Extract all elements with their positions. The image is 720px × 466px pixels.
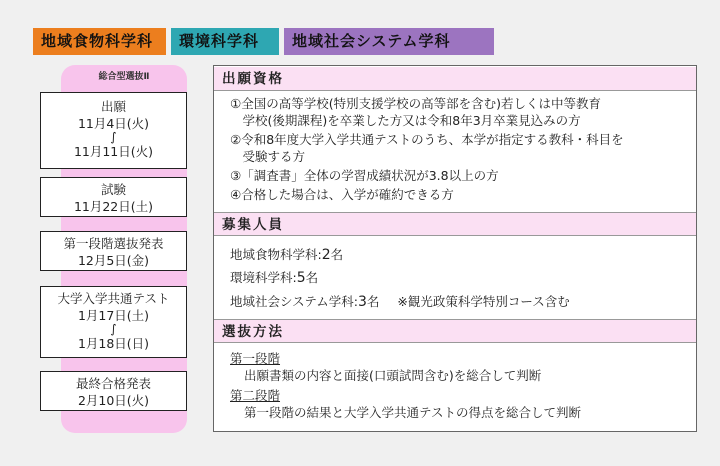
recruitment-unit: 名 bbox=[366, 294, 380, 309]
schedule-date: 1月18日(日) bbox=[77, 336, 150, 351]
schedule-date: 2月10日(火) bbox=[77, 393, 150, 408]
dept-tab-regional-social-systems: 地域社会システム学科 bbox=[284, 28, 494, 55]
recruitment-note: ※観光政策科学特別コース含む bbox=[397, 294, 570, 309]
schedule-final-result bbox=[40, 371, 187, 411]
recruitment-unit: 名 bbox=[330, 247, 344, 262]
recruitment-item bbox=[230, 294, 570, 310]
range-mark: ∫ bbox=[110, 322, 117, 336]
recruitment-item bbox=[230, 247, 343, 263]
eligibility-line: ③「調査書」全体の学習成績状況が3.8以上の方 bbox=[230, 168, 499, 183]
schedule-label: 最終合格発表 bbox=[75, 376, 151, 391]
recruitment-item bbox=[230, 270, 318, 286]
recruitment-dept: 地域社会システム学科: bbox=[230, 294, 358, 309]
schedule-common-test bbox=[40, 286, 187, 358]
schedule-label: 出願 bbox=[100, 99, 126, 114]
recruitment-count: 3 bbox=[357, 294, 367, 310]
schedule-date: 11月11日(火) bbox=[73, 144, 154, 159]
recruitment-unit: 名 bbox=[305, 270, 319, 285]
stage2-title: 第二段階 bbox=[230, 388, 281, 403]
dept-tab-environmental-science: 環境科学科 bbox=[171, 28, 279, 55]
selection-type-label: 総合型選抜Ⅱ bbox=[98, 72, 150, 82]
schedule-label: 第一段階選抜発表 bbox=[63, 236, 164, 251]
schedule-date: 11月4日(火) bbox=[77, 116, 150, 131]
recruitment-heading: 募集人員 bbox=[214, 212, 696, 236]
recruitment-count: 2 bbox=[321, 247, 331, 263]
schedule-date: 1月17日(土) bbox=[77, 308, 150, 323]
schedule-date: 11月22日(土) bbox=[73, 199, 154, 214]
eligibility-line: ①全国の高等学校(特別支援学校の高等部を含む)若しくは中等教育 bbox=[230, 96, 601, 111]
schedule-label: 大学入学共通テスト bbox=[57, 291, 170, 306]
stage1-text: 出願書類の内容と面接(口頭試問含む)を総合して判断 bbox=[244, 368, 542, 383]
eligibility-heading: 出願資格 bbox=[214, 67, 696, 91]
schedule-date: 12月5日(金) bbox=[77, 253, 150, 268]
recruitment-dept: 地域食物科学科: bbox=[230, 247, 322, 262]
dept-tab-food-science: 地域食物科学科 bbox=[33, 28, 166, 55]
range-mark: ∫ bbox=[110, 130, 117, 144]
stage2-text: 第一段階の結果と大学入学共通テストの得点を総合して判断 bbox=[244, 405, 582, 420]
schedule-application bbox=[40, 92, 187, 169]
info-panel bbox=[213, 65, 697, 432]
department-tabs bbox=[33, 28, 494, 55]
eligibility-line: 学校(後期課程)を卒業した方又は令和8年3月卒業見込みの方 bbox=[230, 113, 581, 128]
method-heading: 選抜方法 bbox=[214, 319, 696, 343]
recruitment-count: 5 bbox=[296, 270, 306, 286]
schedule-label: 試験 bbox=[100, 182, 126, 197]
recruitment-dept: 環境科学科: bbox=[230, 270, 297, 285]
stage1-title: 第一段階 bbox=[230, 351, 281, 366]
schedule-first-stage-result bbox=[40, 231, 187, 271]
eligibility-line: 受験する方 bbox=[230, 149, 306, 164]
eligibility-line: ④合格した場合は、入学が確約できる方 bbox=[230, 187, 454, 202]
schedule-exam bbox=[40, 177, 187, 217]
eligibility-line: ②令和8年度大学入学共通テストのうち、本学が指定する教科・科目を bbox=[230, 132, 624, 147]
